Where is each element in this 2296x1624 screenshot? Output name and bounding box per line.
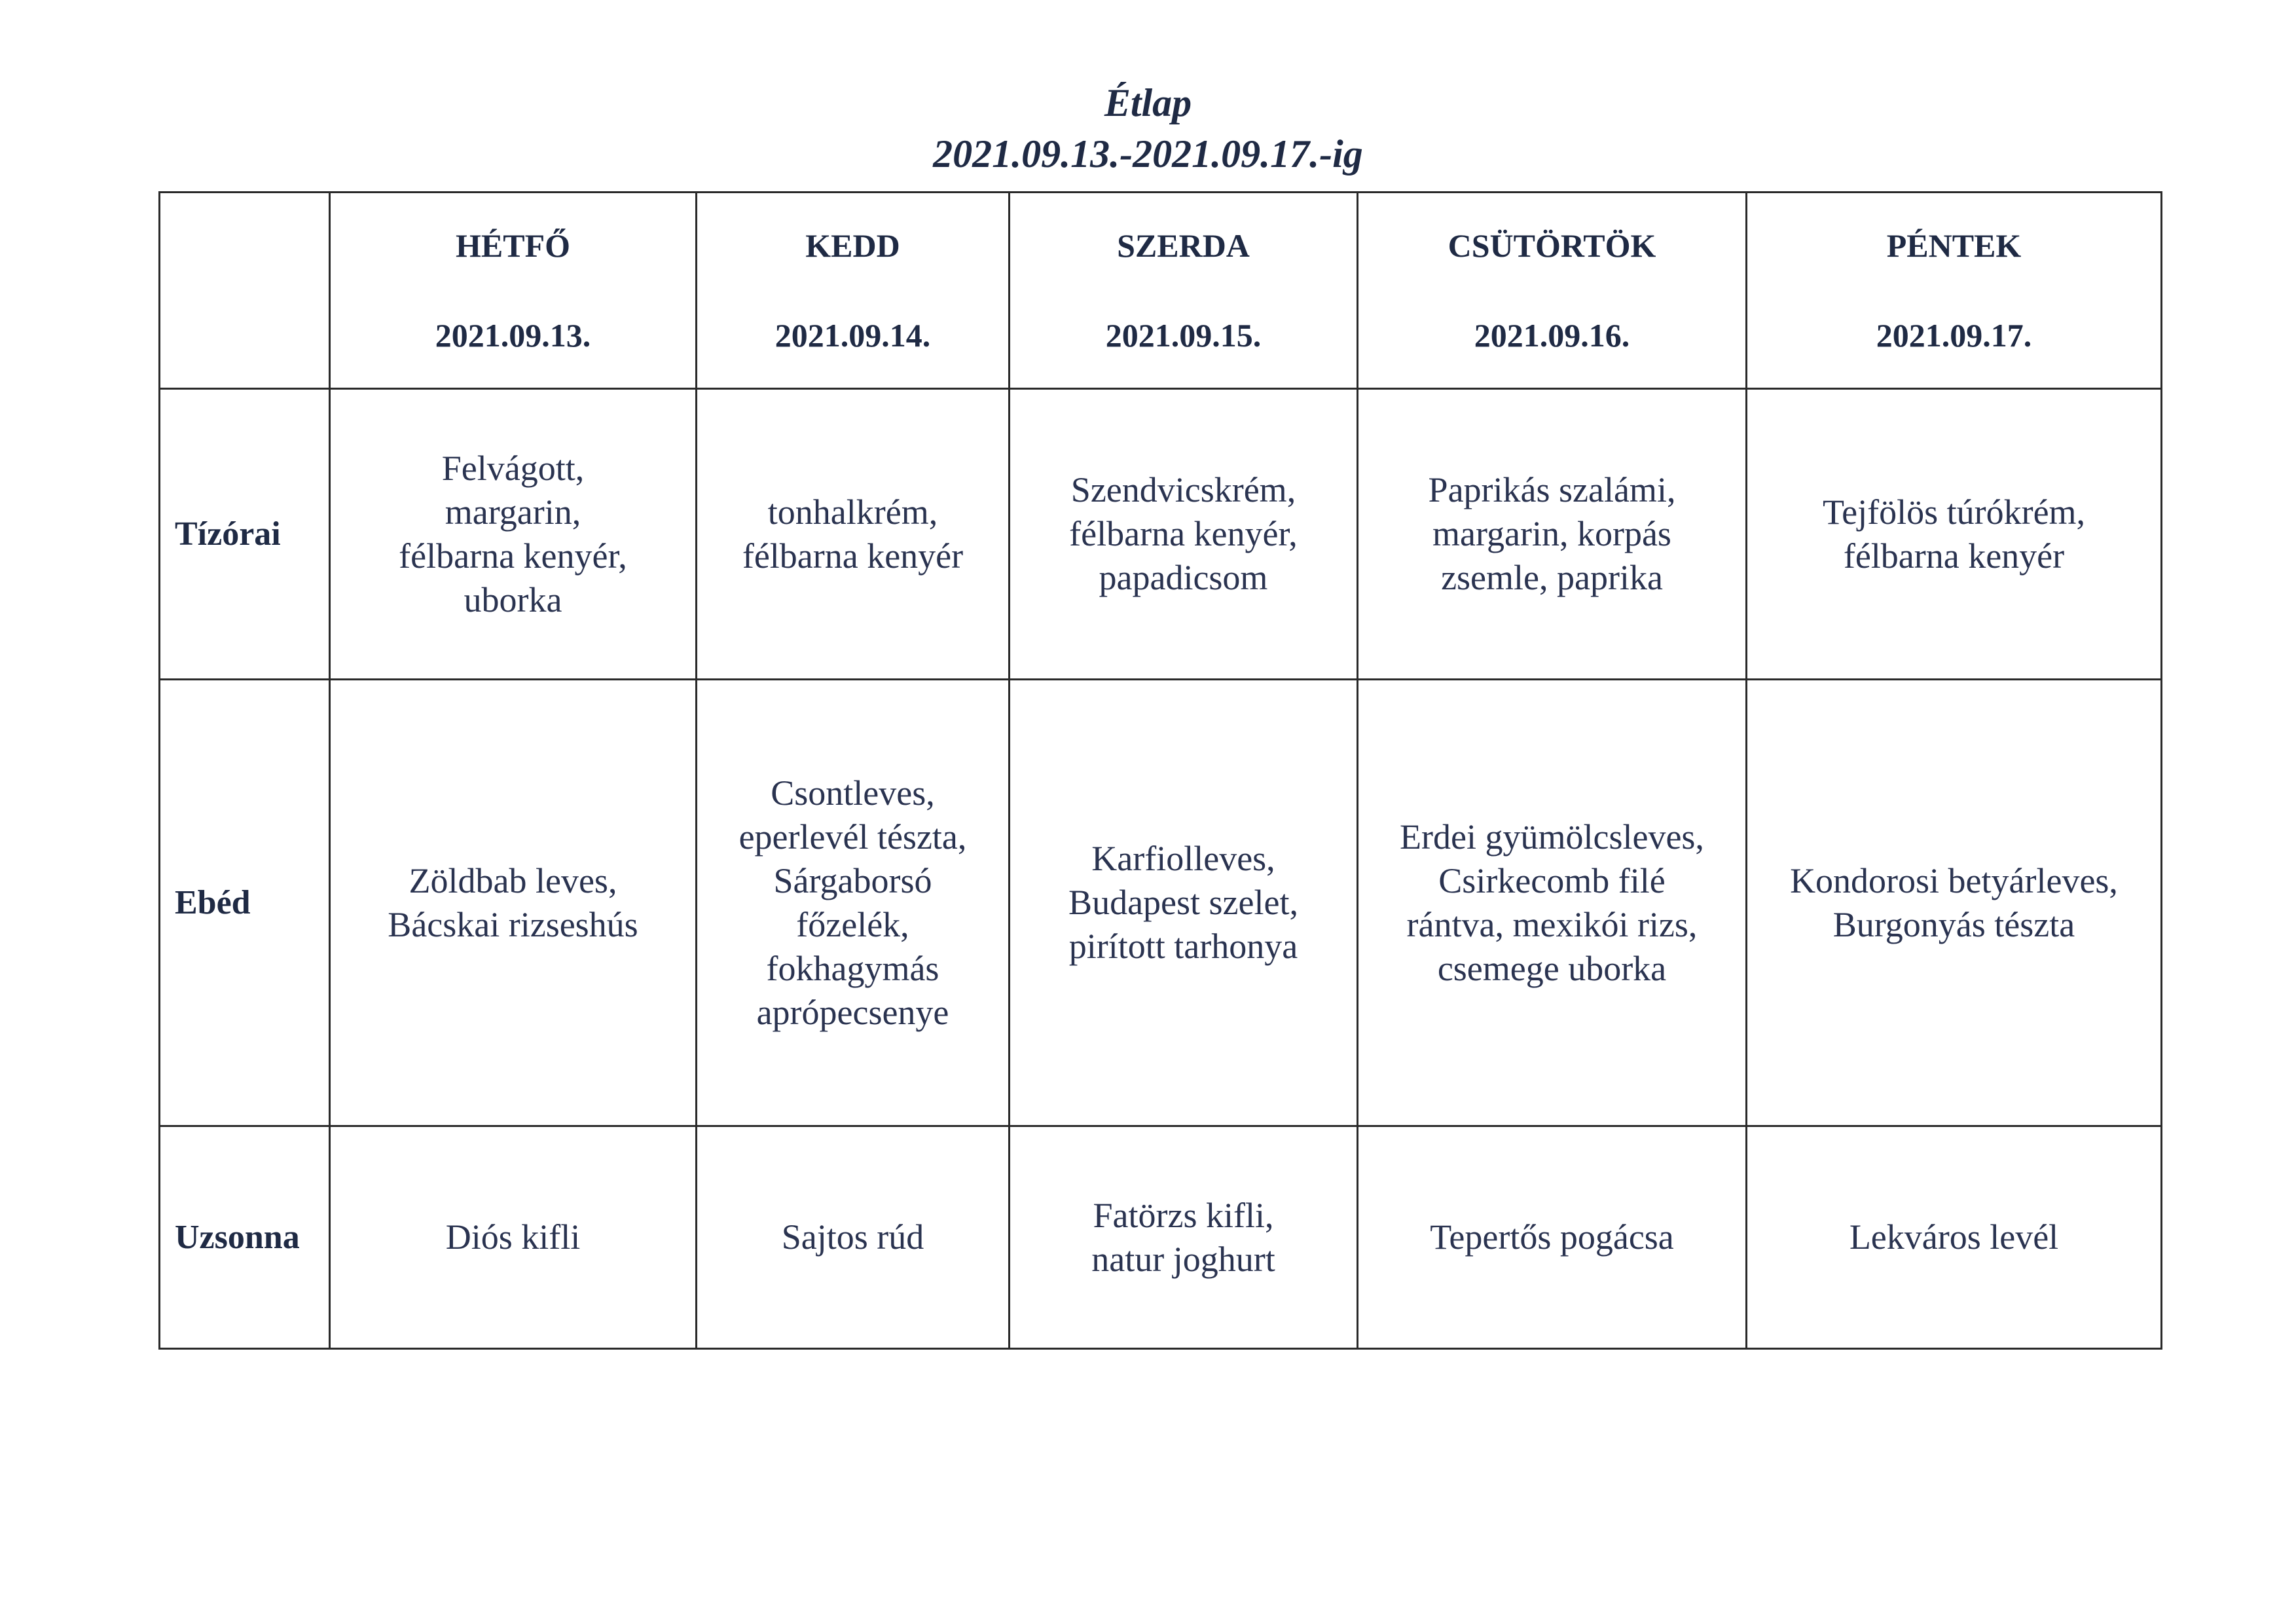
meal-cell (697, 1126, 1010, 1349)
menu-title: Étlap (1104, 81, 1192, 124)
meal-label: Ebéd (160, 680, 330, 1126)
day-header-wednesday (1010, 193, 1358, 389)
meal-text: Paprikás szalámi, margarin, korpás zsemle, paprika (1428, 470, 1676, 597)
meal-text: Diós kifli (445, 1217, 581, 1257)
meal-text: Csontleves, eperlevél tészta, Sárgaborsó főzelék, fokhagymás aprópecsenye (738, 773, 967, 1032)
day-date: 2021.09.15. (1105, 316, 1262, 354)
meal-cell (697, 680, 1010, 1126)
day-header-friday (1747, 193, 2162, 389)
meal-text: Karfiolleves, Budapest szelet, pirított tarhonya (1068, 839, 1298, 966)
day-date: 2021.09.14. (774, 316, 931, 354)
meal-text: Szendvicskrém, félbarna kenyér, papadicsom (1069, 470, 1298, 597)
meal-row-ebed (160, 680, 2162, 1126)
meal-text: Tejfölös túrókrém, félbarna kenyér (1822, 492, 2086, 576)
meal-cell (330, 389, 697, 680)
meal-text: Lekváros levél (1849, 1217, 2059, 1257)
meal-cell (330, 680, 697, 1126)
meal-cell (1747, 680, 2162, 1126)
day-name: CSÜTÖRTÖK (1448, 227, 1656, 264)
day-name: KEDD (805, 227, 900, 264)
day-name: SZERDA (1117, 227, 1250, 264)
meal-cell (1747, 1126, 2162, 1349)
day-header-thursday (1358, 193, 1747, 389)
day-date: 2021.09.13. (435, 316, 591, 354)
meal-cell (697, 389, 1010, 680)
day-date: 2021.09.16. (1474, 316, 1630, 354)
meal-row-uzsonna (160, 1126, 2162, 1349)
meal-cell (1358, 1126, 1747, 1349)
meal-text: Kondorosi betyárleves, Burgonyás tészta (1790, 860, 2118, 944)
meal-text: Zöldbab leves, Bácskai rizseshús (388, 860, 638, 944)
day-header-monday (330, 193, 697, 389)
weekly-menu-table (158, 191, 2162, 1350)
meal-cell (1358, 680, 1747, 1126)
meal-label: Tízórai (160, 389, 330, 680)
meal-cell (1358, 389, 1747, 680)
day-name: PÉNTEK (1886, 227, 2022, 264)
meal-cell (1010, 389, 1358, 680)
meal-text: Felvágott, margarin, félbarna kenyér, uborka (399, 448, 627, 619)
menu-date-range: 2021.09.13.-2021.09.17.-ig (933, 132, 1363, 175)
meal-cell (1010, 1126, 1358, 1349)
day-date: 2021.09.17. (1876, 316, 2032, 354)
corner-cell (160, 193, 330, 389)
meal-row-tizorai (160, 389, 2162, 680)
meal-label: Uzsonna (160, 1126, 330, 1349)
meal-text: Sajtos rúd (781, 1217, 924, 1257)
meal-cell (1010, 680, 1358, 1126)
meal-cell (1747, 389, 2162, 680)
meal-text: tonhalkrém, félbarna kenyér (742, 492, 964, 576)
meal-text: Tepertős pogácsa (1430, 1217, 1674, 1257)
meal-text: Fatörzs kifli, natur joghurt (1091, 1195, 1275, 1279)
day-header-row (160, 193, 2162, 389)
day-header-tuesday (697, 193, 1010, 389)
day-name: HÉTFŐ (455, 227, 571, 264)
meal-text: Erdei gyümölcsleves, Csirkecomb filé rántva, mexikói rizs, csemege uborka (1400, 817, 1704, 988)
meal-cell (330, 1126, 697, 1349)
menu-title-block (0, 77, 2296, 179)
